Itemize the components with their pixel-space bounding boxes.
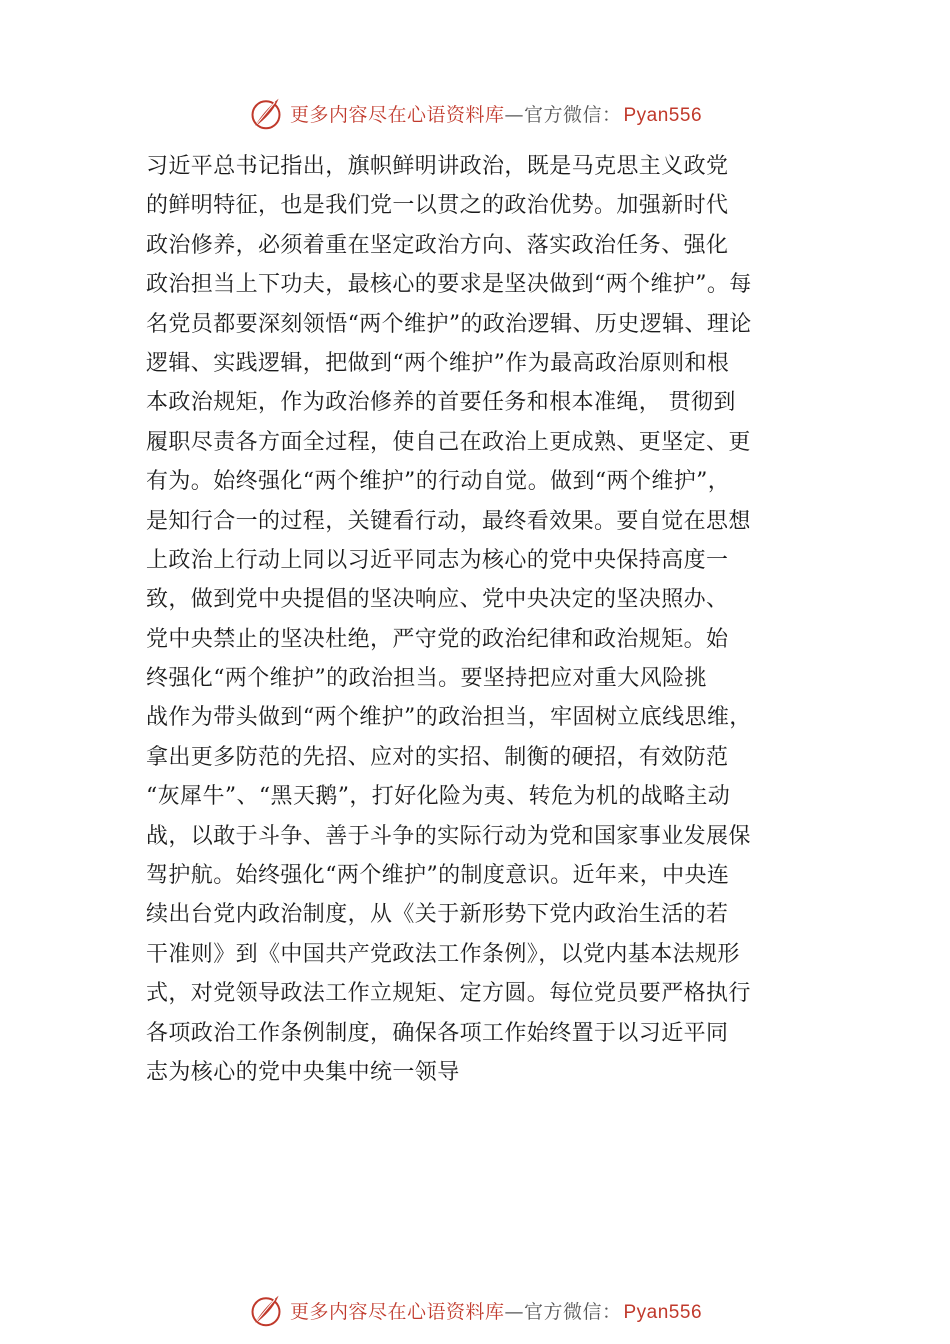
body-line: 有为。始终强化“两个维护”的行动自觉。做到“两个维护”， <box>146 469 731 495</box>
header-wechat-label: 官方微信： <box>523 103 622 126</box>
body-line: 志为核心的党中央集中统一领导 <box>146 1059 460 1085</box>
body-line: 名党员都要深刻领悟“两个维护”的政治逻辑、历史逻辑、理论 <box>146 311 752 337</box>
body-line: 拿出更多防范的先招、应对的实招、制衡的硬招，有效防范 <box>146 744 729 770</box>
header-brand-text: 更多内容尽在心语资料库 <box>289 103 505 126</box>
body-line: 续出台党内政治制度，从《关于新形势下党内政治生活的若 <box>146 902 729 928</box>
header-wechat-id: Pyan556 <box>623 104 703 126</box>
document-body <box>146 147 836 1092</box>
footer-banner <box>0 1290 950 1330</box>
footer-wechat-label: 官方微信： <box>523 1300 622 1323</box>
header-dash: — <box>504 103 524 126</box>
body-line: 本政治规矩，作为政治修养的首要任务和根本准绳， 贯彻到 <box>146 390 736 416</box>
header-banner-text <box>290 100 702 127</box>
body-line: “灰犀牛”、“黑天鹅”，打好化险为夷、转危为机的战略主动 <box>146 784 731 810</box>
body-line: 履职尽责各方面全过程，使自己在政治上更成熟、更坚定、更 <box>146 429 751 455</box>
footer-wechat-id: Pyan556 <box>623 1301 703 1323</box>
footer-banner-text <box>290 1297 702 1324</box>
body-line: 政治担当上下功夫，最核心的要求是坚决做到“两个维护”。每 <box>146 272 752 298</box>
feather-quill-logo-icon <box>248 1292 284 1328</box>
body-line: 政治修养，必须着重在坚定政治方向、落实政治任务、强化 <box>146 232 729 258</box>
footer-dash: — <box>504 1300 524 1323</box>
body-line: 终强化“两个维护”的政治担当。要坚持把应对重大风险挑 <box>146 666 707 692</box>
body-line: 上政治上行动上同以习近平同志为核心的党中央保持高度一 <box>146 547 729 573</box>
body-line: 是知行合一的过程，关键看行动，最终看效果。要自觉在思想 <box>146 508 751 534</box>
body-line: 党中央禁止的坚决杜绝，严守党的政治纪律和政治规矩。始 <box>146 626 729 652</box>
body-line: 各项政治工作条例制度，确保各项工作始终置于以习近平同 <box>146 1020 729 1046</box>
body-line: 逻辑、实践逻辑，把做到“两个维护”作为最高政治原则和根 <box>146 350 730 376</box>
body-line: 战作为带头做到“两个维护”的政治担当，牢固树立底线思维， <box>146 705 752 731</box>
body-line: 的鲜明特征，也是我们党一以贯之的政治优势。加强新时代 <box>146 193 729 219</box>
body-line: 战，以敢于斗争、善于斗争的实际行动为党和国家事业发展保 <box>146 823 751 849</box>
body-line: 习近平总书记指出，旗帜鲜明讲政治，既是马克思主义政党 <box>146 154 729 179</box>
header-banner <box>0 93 950 133</box>
body-line: 驾护航。始终强化“两个维护”的制度意识。近年来，中央连 <box>146 863 730 889</box>
body-line: 干准则》到《中国共产党政法工作条例》，以党内基本法规形 <box>146 941 740 967</box>
body-line: 致，做到党中央提倡的坚决响应、党中央决定的坚决照办、 <box>146 587 729 613</box>
feather-quill-logo-icon <box>248 95 284 131</box>
footer-brand-text: 更多内容尽在心语资料库 <box>289 1300 505 1323</box>
body-line: 式，对党领导政法工作立规矩、定方圆。每位党员要严格执行 <box>146 981 751 1007</box>
